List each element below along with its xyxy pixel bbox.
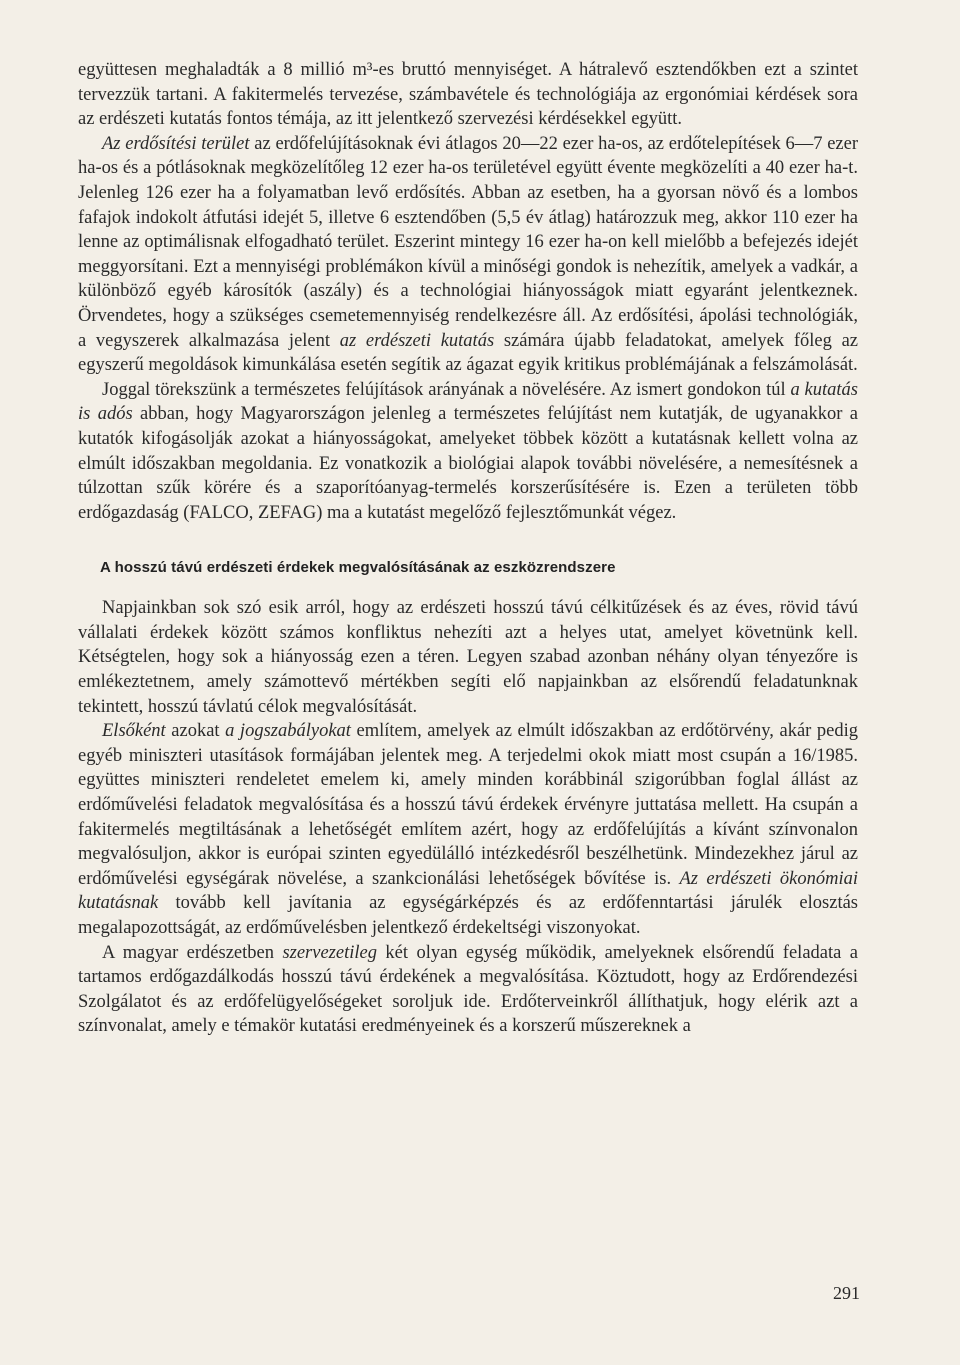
paragraph-6-text-b: két olyan egység működik, amelyeknek elsőrendű feladata a tartamos erdőgazdálkodás hosszú távú érdekének a megvalósítása. Köztudott, hogy az Erdőrendezési Szolgálatot és az erdőfelügyelőségeket soroljuk ide. Erdőterveinkről állíthatjuk, hogy elérik azt a színvonalat, amely e témakör kutatási eredményeinek és a korszerű műszereknek a [78,942,858,1037]
paragraph-5-text-c: tovább kell javítania az egységárképzés és az erdőfenntartási járulék elosztás megalapozottságát, az erdőművelésben jelentkező érdekeltségi viszonyokat. [78,893,858,938]
paragraph-6 [78,941,858,1039]
paragraph-5 [78,719,858,940]
emphasis-a-kutatas-is-ados: a kutatás is adós [78,379,858,425]
section-heading: A hosszú távú erdészeti érdekek megvalósításának az eszközrendszere [100,559,616,577]
paragraph-6-text-a: A magyar erdészetben [102,942,283,963]
emphasis-erdositesi-terulet: Az erdősítési terület [102,133,250,154]
paragraph-3 [78,378,858,526]
page-body [78,58,858,1039]
emphasis-a-jogszabalyokat: a jogszabályokat [225,721,351,742]
paragraph-3-text-b: abban, hogy Magyarországon jelenleg a természetes felújítást nem kutatják, de ugyanakkor a kutatók kifogásolják azokat a hiányosságokat, amelyeket többek között a kutatásnak kellett volna az elmúlt időszakban megoldania. Ez vonatkozik a biológiai alapok további növelésére, a nemesítésnek a túlzottan szűk körére és a szaporítóanyag-termelés korszerűsítésére is. Ezen a területen több erdőgazdaság (FALCO, ZEFAG) ma a kutatást megelőző fejlesztőmunkát végez. [78,404,858,523]
paragraph-5-text-a: azokat [165,721,226,742]
paragraph-4: Napjainkban sok szó esik arról, hogy az erdészeti hosszú távú célkitűzések és az éves, rövid távú vállalati érdekek között számos konfliktus nehezíti azt a helyes utat, amelyet követnünk kell. Kétségtelen, hogy sok a hiányosság ezen a téren. Legyen szabad azonban néhány olyan tényezőre is emlékeztetnem, amely számottevő mértékben segíti elő napjainkban az elsőrendű feladatunknak tekintett, hosszú távlatú célok megvalósítását. [78,598,858,717]
paragraph-2-text-a: az erdőfelújításoknak évi átlagos 20—22 ezer ha-os, az erdőtelepítések 6—7 ezer ha-os és a pótlásoknak megközelítőleg 12 ezer ha-os területével együtt évente megközelíti a 40 ezer ha-t. Jelenleg 126 ezer ha a folyamatban levő erdősítés. Abban az esetben, ha a gyorsan növő és a lombos fafajok indokolt átfutási idejét 5, illetve 6 esztendőben (5,5 év átlag) határozzuk meg, akkor 110 ezer ha lenne az optimálisnak elfogadható terület. Eszerint mintegy 16 ezer ha-on kell mielőbb a befejezés idejét meggyorsítani. Ezt a mennyiségi problémákon kívül a minőségi gondok is nehezítik, amelyek a vadkár, a különböző egyéb károsítók (aszály) és a technológiai hiányosságok miatt egyaránt jelentkeznek. Örvendetes, hogy a szükséges csemetemennyiség rendelkezésre áll. Az erdősítési, ápolási technológiák, a vegyszerek alkalmazása jelent [78,133,858,351]
paragraph-2 [78,132,858,378]
page-number: 291 [833,1283,860,1303]
paragraph-5-text-b: említem, amelyek az elmúlt időszakban az erdőtörvény, akár pedig egyéb miniszteri utasítások formájában jelentek meg. A terjedelmi okok miatt most csupán a 16/1985. együttes miniszteri rendeletet emelem ki, amely minden korábbinál szigorúbban foglal állást az erdőművelési feladatok megvalósítása és a hosszú távú érdekek érvényre juttatása mellett. Ha csupán a fakitermelés megtiltásának a lehetőségét említem azért, hogy az erdőfelújítás a kívánt színvonalon megvalósuljon, akkor is európai szinten egyedülálló intézkedésről beszélhetünk. Mindezekhez járul az erdőművelési egységárak növelése, a szankcionálási lehetőségek bővítése is. [78,721,858,889]
emphasis-az-erdeszeti-kutatas: az erdészeti kutatás [339,330,495,351]
emphasis-okonomiai-kutatas: Az erdészeti ökonómiai kutatásnak [78,868,858,914]
emphasis-elsokent: Elsőként [102,721,166,742]
paragraph-1: együttesen meghaladták a 8 millió m³-es bruttó mennyiséget. A hátralevő esztendőkben ezt a szintet tervezzük tartani. A fakitermelés tervezése, számbavétele és technológiája az ergonómiai kérdések sora az erdészeti kutatás fontos témája, az itt jelentkező szervezési kérdésekkel együtt. [78,60,858,130]
paragraph-3-text-a: Joggal törekszünk a természetes felújítások arányának a növelésére. Az ismert gondokon túl [102,379,791,400]
emphasis-szervezetileg: szervezetileg [282,942,377,963]
paragraph-2-text-b: számára újabb feladatokat, amelyek főleg az egyszerű megoldások kimunkálása esetén segítik az ágazat egyik kritikus problémájának a felszámolását. [78,330,858,376]
